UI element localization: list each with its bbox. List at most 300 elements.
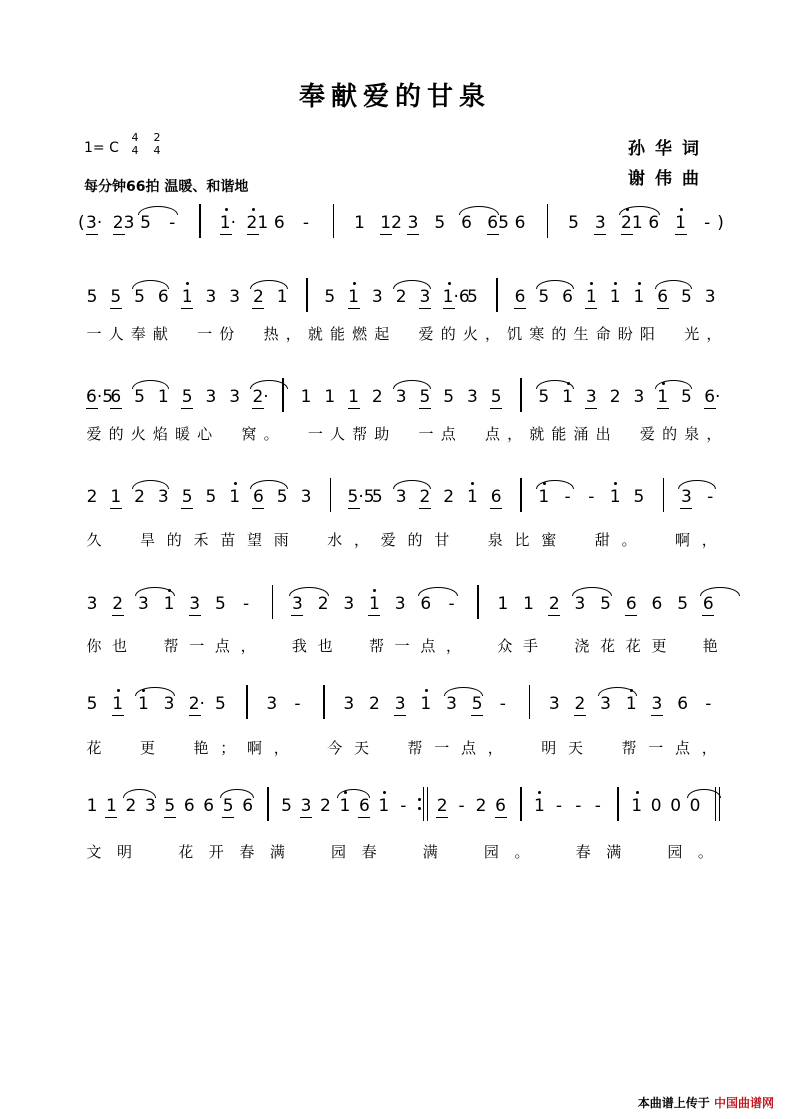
lyric-char: 点 (420, 637, 436, 655)
underline (419, 508, 431, 509)
note: 2 (419, 487, 431, 507)
note: 5 (181, 487, 193, 507)
lyric-char: 热 (263, 325, 279, 343)
note: 2 (86, 487, 98, 507)
lyric-char: 花 (86, 739, 102, 757)
underline (443, 308, 455, 309)
paren-open: ( (78, 213, 85, 233)
note: 5 (681, 387, 692, 407)
note: 6 (110, 387, 122, 407)
lyric-char: 禾 (193, 531, 209, 549)
note: 6 (562, 287, 573, 307)
note: 6 (514, 287, 526, 307)
note: - (575, 796, 582, 816)
underline (651, 715, 663, 716)
underline (164, 817, 176, 818)
lyric-char: 一 (307, 425, 323, 443)
note: 3 (585, 387, 597, 407)
note: 3 (205, 387, 217, 407)
lyric-char: 盼 (617, 325, 633, 343)
note: 1 (497, 594, 509, 614)
underline (252, 408, 264, 409)
note: 3 (229, 387, 241, 407)
note: 1 (112, 694, 124, 714)
note: 6 (461, 213, 472, 233)
lyric-line (0, 530, 790, 552)
lyric-char: 比 (514, 531, 530, 549)
bar-line (272, 585, 274, 619)
lyric-char: 天 (353, 739, 369, 757)
note: 5 (86, 694, 98, 714)
lyric-char: 明 (541, 739, 557, 757)
bar-line (427, 787, 429, 821)
note: 1 (348, 287, 359, 307)
note: 5 (434, 213, 446, 233)
lyric-char: 。 (263, 425, 279, 443)
lyric-char: ， (484, 325, 500, 343)
underline (680, 508, 692, 509)
note: 3 (633, 387, 645, 407)
note: 2 (125, 796, 137, 816)
note: 5 (443, 387, 455, 407)
note: 1 (523, 594, 534, 614)
bar-line (520, 787, 522, 821)
note: 2 (574, 694, 586, 714)
lyric-char: 啊 (246, 739, 262, 757)
lyric-char: 份 (219, 325, 235, 343)
underline (625, 615, 637, 616)
note: 2· (188, 694, 205, 714)
bar-line (330, 478, 332, 512)
note: 3 (651, 694, 663, 714)
note: 3 (704, 287, 716, 307)
note: - (707, 487, 714, 507)
note: 2 (443, 487, 455, 507)
note: - (705, 694, 712, 714)
note: 2 (609, 387, 621, 407)
note: 1 (420, 694, 432, 714)
underline (112, 715, 124, 716)
note: 6 (490, 487, 502, 507)
note: 3 (394, 694, 406, 714)
lyric-char: ， (706, 325, 722, 343)
lyric-char: 我 (291, 637, 307, 655)
note: 5 (324, 287, 336, 307)
note: 3 (343, 594, 355, 614)
underline (86, 408, 98, 409)
lyric-char: 苗 (220, 531, 236, 549)
high-dot (567, 382, 570, 385)
lyric-char: 你 (86, 637, 102, 655)
lyric-char: 一 (418, 425, 434, 443)
note: 1· (219, 213, 236, 233)
underline (291, 615, 303, 616)
lyric-char: 助 (374, 425, 390, 443)
note: 2 (253, 287, 264, 307)
note: 3 (300, 487, 312, 507)
note: 5·5 (347, 487, 375, 507)
note: 6 (183, 796, 195, 816)
lyric-char: 爱 (639, 425, 655, 443)
lyric-char: 出 (595, 425, 611, 443)
underline (300, 817, 312, 818)
underline (621, 234, 633, 235)
note: 1 (625, 694, 637, 714)
lyric-char: 涌 (573, 425, 589, 443)
high-dot (117, 689, 120, 692)
lyricist-credit: 孙华词 (628, 139, 709, 159)
high-dot (680, 208, 683, 211)
lyric-char: 满 (606, 843, 622, 861)
note: 1 (324, 387, 336, 407)
lyric-char: 爱 (380, 531, 396, 549)
lyric-char: ， (701, 531, 717, 549)
lyric-char: 心 (197, 425, 213, 443)
lyric-char: 满 (269, 843, 285, 861)
note: 1 (276, 287, 288, 307)
note: 5 (600, 594, 611, 614)
lyric-char: 众 (497, 637, 513, 655)
lyric-char: 雨 (273, 531, 289, 549)
underline (110, 408, 122, 409)
note: 2 (134, 487, 145, 507)
underline (189, 715, 201, 716)
lyric-char: 的 (440, 325, 456, 343)
lyric-char: ， (285, 325, 301, 343)
lyric-char: 开 (208, 843, 224, 861)
note: 1 (339, 796, 351, 816)
note: 6· (704, 387, 721, 407)
lyric-char: 爱 (418, 325, 434, 343)
note: 3 (300, 796, 312, 816)
bar-line (520, 378, 522, 412)
lyric-line (0, 424, 790, 446)
lyric-char: 献 (152, 325, 168, 343)
note: 6 (157, 287, 169, 307)
underline (487, 234, 499, 235)
lyric-char: 的 (166, 531, 182, 549)
note: 12 (380, 213, 402, 233)
underline (585, 408, 597, 409)
repeat-dot (418, 798, 421, 801)
time-signature-2-4: 2 4 (153, 131, 161, 157)
note: 2· (252, 387, 269, 407)
note: 1 (229, 487, 241, 507)
note: 3 (86, 594, 98, 614)
site-logo: 中国曲谱网 (713, 1096, 774, 1110)
note: - (704, 213, 711, 233)
underline (490, 408, 502, 409)
tempo-marking: 每分钟66拍 温暖、和谐地 (84, 179, 249, 195)
lyric-line (0, 636, 790, 658)
lyric-char: 的 (407, 531, 423, 549)
note: 21 (246, 213, 269, 233)
note: 3 (548, 694, 560, 714)
lyric-char: 窝 (241, 425, 257, 443)
lyric-char: 天 (567, 739, 583, 757)
note: 3 (395, 487, 407, 507)
high-dot (636, 791, 639, 794)
note: 3 (467, 387, 478, 407)
lyric-char: 命 (595, 325, 611, 343)
lyric-char: 手 (523, 637, 539, 655)
note: 1 (675, 213, 686, 233)
bar-line (423, 787, 425, 821)
note: 65 (487, 213, 509, 233)
lyric-char: 春 (239, 843, 255, 861)
note: 3 (163, 694, 175, 714)
score-line (0, 691, 790, 719)
note: 3 (446, 694, 457, 714)
lyric-char: ， (353, 531, 369, 549)
note: 3 (574, 594, 586, 614)
note: 2 (317, 594, 329, 614)
note: 1 (633, 287, 645, 307)
bar-line (199, 204, 201, 238)
lyric-char: ， (446, 637, 462, 655)
underline (419, 408, 431, 409)
underline (348, 508, 360, 509)
bar-line (323, 685, 325, 719)
note: 3 (205, 287, 217, 307)
underline (704, 408, 716, 409)
bar-line (267, 787, 269, 821)
note: 5 (134, 387, 145, 407)
paren-close: ) (717, 213, 724, 233)
lyric-char: ， (487, 739, 503, 757)
score-line (0, 591, 790, 619)
note: 1 (354, 213, 365, 233)
lyric-char: 饥 (507, 325, 523, 343)
note: 6 (273, 213, 285, 233)
lyric-char: 爱 (86, 425, 102, 443)
note: 5 (633, 487, 645, 507)
lyric-char: 花 (178, 843, 194, 861)
lyric-char: 更 (139, 739, 155, 757)
note: 1 (562, 387, 573, 407)
note: 6 (625, 594, 637, 614)
lyric-char: 更 (651, 637, 667, 655)
underline (514, 308, 526, 309)
bar-line (246, 685, 248, 719)
bar-line (333, 204, 335, 238)
lyric-char: 艳 (193, 739, 209, 757)
underline (358, 817, 370, 818)
note: 5 (110, 287, 122, 307)
lyric-char: 泉 (684, 425, 700, 443)
note: 1 (348, 387, 359, 407)
lyric-char: 久 (86, 531, 102, 549)
underline (702, 615, 714, 616)
upload-credit: 本曲谱上传于 中国曲谱网 (637, 1096, 774, 1110)
lyric-char: 火 (130, 425, 146, 443)
note: 5 (205, 487, 217, 507)
note: 3 (681, 487, 692, 507)
lyric-char: 奉 (130, 325, 146, 343)
note: 5 (214, 694, 226, 714)
lyric-char: ， (701, 739, 717, 757)
note: - (448, 594, 455, 614)
underline (247, 234, 259, 235)
note: 1 (181, 287, 193, 307)
note: 0 (650, 796, 662, 816)
underline (113, 234, 125, 235)
underline (490, 508, 502, 509)
lyric-char: 起 (374, 325, 390, 343)
high-dot (448, 282, 451, 285)
note: 5 (214, 594, 226, 614)
time-signature-4-4: 4 4 (131, 131, 139, 157)
lyric-char: 园 (483, 843, 499, 861)
underline (110, 508, 122, 509)
lyric-char: 一 (434, 739, 450, 757)
note: 0 (689, 796, 701, 816)
lyric-char: 火 (462, 325, 478, 343)
underline (436, 817, 448, 818)
underline (585, 308, 597, 309)
note: 1 (110, 487, 122, 507)
bar-line (282, 378, 284, 412)
lyric-char: 生 (573, 325, 589, 343)
bar-line (306, 278, 308, 312)
note: 2 (475, 796, 487, 816)
song-title: 奉献爱的甘泉 (298, 82, 491, 112)
lyric-char: ， (706, 425, 722, 443)
note: 5 (419, 387, 431, 407)
underline (86, 234, 98, 235)
score-line (0, 284, 790, 312)
lyric-char: 春 (361, 843, 377, 861)
note: 5 (371, 487, 383, 507)
key-signature: 1= C (84, 140, 119, 156)
underline (657, 308, 669, 309)
lyric-char: 就 (307, 325, 323, 343)
note: 5 (222, 796, 234, 816)
note: 5 (490, 387, 502, 407)
lyric-char: 暖 (175, 425, 191, 443)
note: 21 (621, 213, 643, 233)
note: 6 (203, 796, 215, 816)
lyric-char: 文 (86, 843, 102, 861)
lyric-line (0, 842, 790, 864)
note: 3 (343, 694, 355, 714)
lyric-char: 花 (600, 637, 616, 655)
underline (252, 308, 264, 309)
note: 1 (106, 796, 117, 816)
bar-line (617, 787, 619, 821)
note: 0 (670, 796, 682, 816)
high-dot (353, 282, 356, 285)
lyric-char: 帮 (163, 637, 179, 655)
high-dot (425, 689, 428, 692)
note: 23 (112, 213, 135, 233)
note: 6 (242, 796, 254, 816)
bar-line (663, 478, 665, 512)
note: - (294, 694, 301, 714)
underline (675, 234, 687, 235)
underline (252, 508, 264, 509)
note: 2 (436, 796, 448, 816)
score-line (0, 210, 790, 238)
lyric-char: 点 (484, 425, 500, 443)
note: 1·6 (442, 287, 470, 307)
high-dot (638, 282, 641, 285)
note: 3 (137, 594, 149, 614)
note: 2 (112, 594, 124, 614)
underline (110, 308, 122, 309)
note: 6 (657, 287, 669, 307)
note: 5 (276, 487, 288, 507)
underline (394, 715, 406, 716)
high-dot (234, 482, 237, 485)
lyric-char: 旱 (139, 531, 155, 549)
note: 5 (140, 213, 151, 233)
note: 3 (594, 213, 606, 233)
note: 2 (548, 594, 560, 614)
note: 1 (86, 796, 98, 816)
note: 3 (229, 287, 241, 307)
high-dot (383, 791, 386, 794)
bar-line (520, 478, 522, 512)
note: 3 (157, 487, 169, 507)
bar-line (529, 685, 531, 719)
note: 1 (609, 287, 621, 307)
lyric-char: 的 (551, 325, 567, 343)
note: 2 (395, 287, 407, 307)
underline (189, 615, 201, 616)
lyric-char: ， (240, 637, 256, 655)
lyric-char: 甜 (594, 531, 610, 549)
lyric-char: 一 (189, 637, 205, 655)
lyric-char: 能 (551, 425, 567, 443)
lyric-char: 园 (667, 843, 683, 861)
underline (220, 234, 232, 235)
note: 2 (371, 387, 383, 407)
note: 3 (600, 694, 611, 714)
lyric-char: 啊 (674, 531, 690, 549)
underline (112, 615, 124, 616)
note: 1 (585, 287, 597, 307)
lyric-char: 光 (684, 325, 700, 343)
note: 6 (651, 594, 663, 614)
lyric-char: 艳 (702, 637, 718, 655)
note: 3 (394, 594, 406, 614)
underline (348, 408, 360, 409)
underline (574, 715, 586, 716)
underline (348, 308, 360, 309)
lyric-line (0, 324, 790, 346)
slur (700, 587, 740, 596)
underline (594, 234, 606, 235)
note: 3· (86, 213, 103, 233)
lyric-char: 帮 (621, 739, 637, 757)
note: 1 (467, 487, 478, 507)
lyric-char: ， (273, 739, 289, 757)
lyric-char: 一 (197, 325, 213, 343)
bar-line (715, 787, 717, 821)
composer-credit: 谢伟曲 (628, 169, 709, 189)
lyric-char: 焰 (152, 425, 168, 443)
lyric-char: 园 (331, 843, 347, 861)
note: 2 (320, 796, 331, 816)
note: 3 (266, 694, 278, 714)
lyric-char: ， (507, 425, 523, 443)
note: 1 (609, 487, 621, 507)
underline (407, 234, 419, 235)
lyric-char: 明 (117, 843, 133, 861)
lyric-char: 水 (327, 531, 343, 549)
note: 5 (471, 694, 483, 714)
